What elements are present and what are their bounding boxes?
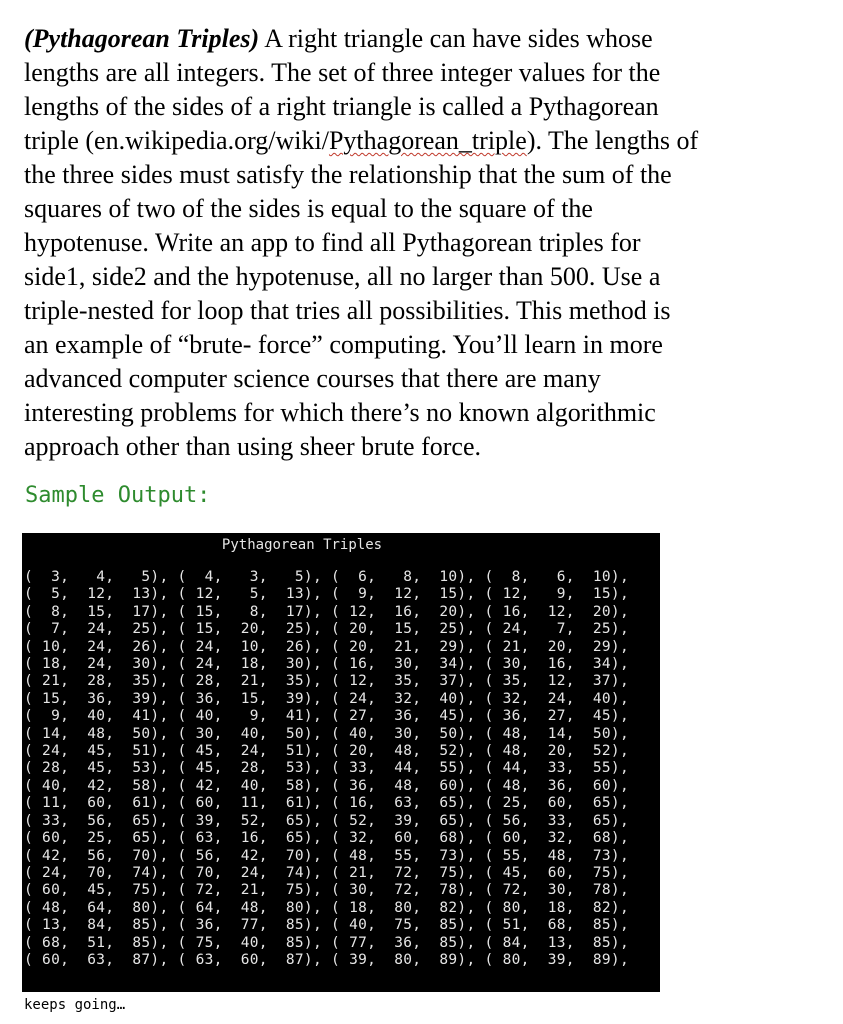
console-row: ( 28, 45, 53), ( 45, 28, 53), ( 33, 44, 55), ( 44, 33, 55), [24,760,629,777]
console-rows [24,569,629,969]
problem-line-8: side1, side2 and the hypotenuse, all no larger than 500. Use a [24,262,661,291]
problem-line-2: lengths are all integers. The set of three integer values for the [24,58,661,87]
console-row: ( 10, 24, 26), ( 24, 10, 26), ( 20, 21, 29), ( 21, 20, 29), [24,638,629,655]
problem-line-12: interesting problems for which there’s no known algorithmic [24,398,656,427]
problem-line-9: triple-nested for loop that tries all possibilities. This method is [24,296,671,325]
console-row: ( 13, 84, 85), ( 36, 77, 85), ( 40, 75, 85), ( 51, 68, 85), [24,917,629,934]
console-row: ( 24, 45, 51), ( 45, 24, 51), ( 20, 48, 52), ( 48, 20, 52), [24,743,629,760]
console-row: ( 33, 56, 65), ( 39, 52, 65), ( 52, 39, 65), ( 56, 33, 65), [24,812,629,829]
problem-text: ). The lengths of [526,126,699,155]
console-row: ( 21, 28, 35), ( 28, 21, 35), ( 12, 35, 37), ( 35, 12, 37), [24,673,629,690]
problem-line-1 [24,22,824,56]
keeps-going-note: keeps going… [24,997,126,1013]
wikipedia-link[interactable]: Pythagorean_triple [328,126,527,155]
console-row: ( 68, 51, 85), ( 75, 40, 85), ( 77, 36, 85), ( 84, 13, 85), [24,934,629,951]
problem-line-4 [24,124,824,158]
console-row: ( 48, 64, 80), ( 64, 48, 80), ( 18, 80, 82), ( 80, 18, 82), [24,899,629,916]
problem-line-10: an example of “brute- force” computing. You’ll learn in more [24,330,663,359]
console-row: ( 60, 45, 75), ( 72, 21, 75), ( 30, 72, 78), ( 72, 30, 78), [24,882,629,899]
console-row: ( 42, 56, 70), ( 56, 42, 70), ( 48, 55, 73), ( 55, 48, 73), [24,847,629,864]
console-row: ( 15, 36, 39), ( 36, 15, 39), ( 24, 32, 40), ( 32, 24, 40), [24,690,629,707]
console-row: ( 60, 25, 65), ( 63, 16, 65), ( 32, 60, 68), ( 60, 32, 68), [24,830,629,847]
console-row: ( 60, 63, 87), ( 63, 60, 87), ( 39, 80, 89), ( 80, 39, 89), [24,951,629,968]
console-row: ( 18, 24, 30), ( 24, 18, 30), ( 16, 30, 34), ( 30, 16, 34), [24,656,629,673]
console-row: ( 8, 15, 17), ( 15, 8, 17), ( 12, 16, 20), ( 16, 12, 20), [24,603,629,620]
console-row: ( 5, 12, 13), ( 12, 5, 13), ( 9, 12, 15), ( 12, 9, 15), [24,586,629,603]
console-output [22,533,660,992]
console-row: ( 9, 40, 41), ( 40, 9, 41), ( 27, 36, 45), ( 36, 27, 45), [24,708,629,725]
console-row: ( 7, 24, 25), ( 15, 20, 25), ( 20, 15, 25), ( 24, 7, 25), [24,621,629,638]
problem-line-7: hypotenuse. Write an app to find all Pythagorean triples for [24,228,641,257]
console-title: Pythagorean Triples [221,537,383,553]
problem-line-6: squares of two of the sides is equal to the square of the [24,194,593,223]
problem-statement [24,22,824,464]
problem-line-3: lengths of the sides of a right triangle is called a Pythagorean [24,92,659,121]
console-row: ( 14, 48, 50), ( 30, 40, 50), ( 40, 30, 50), ( 48, 14, 50), [24,725,629,742]
console-row: ( 24, 70, 74), ( 70, 24, 74), ( 21, 72, 75), ( 45, 60, 75), [24,864,629,881]
console-row: ( 40, 42, 58), ( 42, 40, 58), ( 36, 48, 60), ( 48, 36, 60), [24,777,629,794]
problem-title: (Pythagorean Triples) [24,24,260,53]
console-row: ( 3, 4, 5), ( 4, 3, 5), ( 6, 8, 10), ( 8, 6, 10), [24,569,629,585]
problem-line-11: advanced computer science courses that there are many [24,364,601,393]
console-row: ( 11, 60, 61), ( 60, 11, 61), ( 16, 63, 65), ( 25, 60, 65), [24,795,629,812]
problem-line-13: approach other than using sheer brute force. [24,432,481,461]
problem-text: A right triangle can have sides whose [259,24,653,53]
problem-line-5: the three sides must satisfy the relationship that the sum of the [24,160,672,189]
sample-output-heading: Sample Output: [25,483,211,508]
problem-text: triple (en.wikipedia.org/wiki/ [24,126,329,155]
